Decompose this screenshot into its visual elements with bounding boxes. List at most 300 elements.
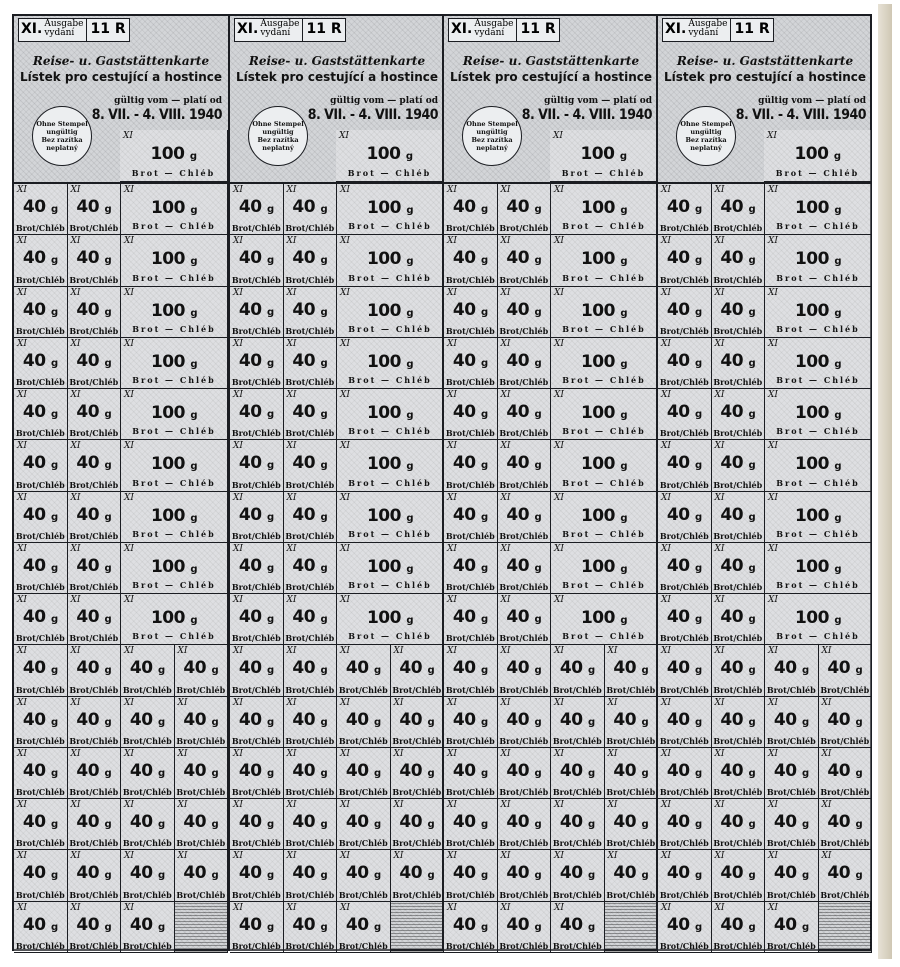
coupon-40g[interactable]	[551, 748, 605, 799]
coupon-40g[interactable]	[391, 799, 445, 850]
coupon-40g[interactable]	[14, 645, 68, 696]
coupon-amount-unit: g	[587, 921, 595, 933]
coupon-40g[interactable]	[337, 697, 391, 748]
coupon-amount	[765, 454, 871, 474]
coupon-100g[interactable]	[551, 235, 658, 286]
coupon-amount-value: 40	[506, 709, 530, 730]
coupon-product-label: Brot/Chléb	[122, 838, 172, 849]
coupon-40g[interactable]	[230, 748, 284, 799]
coupon-40g[interactable]	[284, 235, 338, 286]
coupon-100g[interactable]	[337, 338, 444, 389]
coupon-series-label: XI	[17, 800, 27, 811]
blank-cell[interactable]	[175, 902, 229, 953]
coupon-40g[interactable]	[121, 748, 175, 799]
coupon-40g[interactable]	[765, 748, 819, 799]
coupon-40g[interactable]	[444, 850, 498, 901]
coupon-100g[interactable]	[551, 338, 658, 389]
coupon-40g[interactable]	[498, 850, 552, 901]
coupon-amount	[819, 863, 872, 883]
coupon-100g[interactable]	[337, 543, 444, 594]
coupon-40g[interactable]	[337, 902, 391, 953]
coupon-amount-value: 100	[794, 198, 829, 218]
coupon-40g[interactable]	[498, 543, 552, 594]
coupon-100g[interactable]	[765, 440, 872, 491]
coupon-40g[interactable]	[68, 338, 122, 389]
coupon-40g[interactable]	[444, 748, 498, 799]
coupon-40g[interactable]	[658, 543, 712, 594]
coupon-product-label: Brot/Chléb	[15, 479, 65, 490]
coupon-product-label: Brot/Chléb	[69, 428, 119, 439]
coupon-100g[interactable]	[121, 543, 228, 594]
coupon-amount	[68, 248, 121, 268]
coupon-40g[interactable]	[68, 748, 122, 799]
coupon-40g[interactable]	[498, 492, 552, 543]
coupon-40g[interactable]	[712, 799, 766, 850]
coupon-100g[interactable]	[551, 543, 658, 594]
coupon-40g[interactable]	[175, 697, 229, 748]
coupon-40g[interactable]	[658, 338, 712, 389]
coupon-40g[interactable]	[551, 850, 605, 901]
coupon-40g[interactable]	[284, 440, 338, 491]
coupon-40g[interactable]	[68, 287, 122, 338]
coupon-40g[interactable]	[765, 799, 819, 850]
coupon-product-label: Brot/Chléb	[231, 428, 281, 439]
coupon-series-label: XI	[661, 492, 671, 503]
coupon-40g[interactable]	[391, 850, 445, 901]
coupon-40g[interactable]	[284, 748, 338, 799]
coupon-40g[interactable]	[14, 799, 68, 850]
coupon-40g[interactable]	[230, 543, 284, 594]
coupon-40g[interactable]	[121, 799, 175, 850]
coupon-40g[interactable]	[14, 440, 68, 491]
coupon-40g[interactable]	[230, 902, 284, 953]
coupon-100g[interactable]	[551, 492, 658, 543]
coupon-40g[interactable]	[284, 492, 338, 543]
coupon-amount-value: 40	[76, 299, 100, 320]
coupon-40g[interactable]	[498, 645, 552, 696]
coupon-amount-unit: g	[50, 870, 58, 882]
coupon-amount-unit: g	[320, 357, 328, 369]
coupon-40g[interactable]	[658, 697, 712, 748]
coupon-40g[interactable]	[819, 799, 873, 850]
coupon-amount-value: 40	[773, 914, 797, 935]
coupon-40g[interactable]	[68, 184, 122, 235]
coupon-40g[interactable]	[444, 645, 498, 696]
coupon-40g[interactable]	[230, 184, 284, 235]
coupon-100g[interactable]	[121, 338, 228, 389]
coupon-40g[interactable]	[391, 697, 445, 748]
coupon-amount-value: 100	[794, 144, 829, 164]
coupon-product-label: Brot/Chléb	[445, 479, 495, 490]
coupon-amount	[14, 300, 67, 320]
coupon-series-label: XI	[340, 441, 350, 452]
coupon-40g[interactable]	[284, 543, 338, 594]
coupon-amount-unit: g	[104, 921, 112, 933]
coupon-series-label: XI	[554, 595, 564, 606]
coupon-40g[interactable]	[658, 748, 712, 799]
coupon-amount-value: 100	[580, 608, 615, 629]
coupon-40g[interactable]	[551, 697, 605, 748]
coupon-40g[interactable]	[551, 645, 605, 696]
coupon-40g[interactable]	[14, 235, 68, 286]
coupon-40g[interactable]	[444, 594, 498, 645]
coupon-amount	[444, 453, 497, 473]
coupon-product-label: Brot/Chléb	[659, 377, 709, 388]
coupon-40g[interactable]	[498, 338, 552, 389]
coupon-40g[interactable]	[68, 645, 122, 696]
coupon-100g[interactable]	[551, 389, 658, 440]
coupon-amount	[14, 505, 67, 525]
coupon-amount-unit: g	[320, 819, 328, 831]
coupon-40g[interactable]	[284, 184, 338, 235]
coupon-40g[interactable]	[819, 748, 873, 799]
coupon-40g[interactable]	[498, 287, 552, 338]
coupon-40g[interactable]	[819, 850, 873, 901]
coupon-100g[interactable]	[551, 184, 658, 235]
coupon-amount	[68, 197, 121, 217]
coupon-100g[interactable]	[336, 130, 444, 182]
coupon-100g[interactable]	[551, 594, 658, 645]
coupon-40g[interactable]	[121, 902, 175, 953]
coupon-40g[interactable]	[712, 389, 766, 440]
coupon-40g[interactable]	[230, 338, 284, 389]
coupon-amount-value: 40	[238, 812, 262, 833]
coupon-40g[interactable]	[444, 235, 498, 286]
coupon-100g[interactable]	[551, 440, 658, 491]
issue-box	[18, 18, 130, 42]
coupon-100g[interactable]	[121, 235, 228, 286]
coupon-amount-unit: g	[320, 921, 328, 933]
coupon-product-label: Brot/Chléb	[766, 735, 816, 746]
coupon-40g[interactable]	[14, 492, 68, 543]
coupon-series-label: XI	[70, 236, 81, 247]
coupon-40g[interactable]	[498, 440, 552, 491]
coupon-40g[interactable]	[444, 389, 498, 440]
coupon-40g[interactable]	[765, 645, 819, 696]
coupon-40g[interactable]	[444, 543, 498, 594]
coupon-40g[interactable]	[658, 184, 712, 235]
coupon-amount	[14, 915, 67, 935]
coupon-100g[interactable]	[337, 184, 444, 235]
coupon-series-label: XI	[340, 595, 350, 606]
coupon-amount-unit: g	[104, 460, 112, 472]
coupon-amount-unit: g	[534, 460, 542, 472]
coupon-amount-value: 40	[129, 863, 153, 884]
coupon-amount-unit: g	[534, 767, 542, 779]
coupon-40g[interactable]	[658, 235, 712, 286]
coupon-100g[interactable]	[121, 594, 228, 645]
coupon-amount-value: 40	[76, 453, 100, 474]
coupon-40g[interactable]	[605, 645, 659, 696]
coupon-40g[interactable]	[444, 902, 498, 953]
coupon-40g[interactable]	[444, 440, 498, 491]
coupon-100g[interactable]	[765, 543, 872, 594]
coupon-40g[interactable]	[658, 492, 712, 543]
coupon-amount-unit: g	[833, 151, 841, 162]
coupon-amount-value: 40	[666, 863, 690, 884]
coupon-40g[interactable]	[14, 594, 68, 645]
coupon-40g[interactable]	[230, 492, 284, 543]
coupon-100g[interactable]	[765, 287, 872, 338]
coupon-amount	[175, 761, 228, 781]
coupon-40g[interactable]	[712, 543, 766, 594]
coupon-40g[interactable]	[175, 748, 229, 799]
coupon-product-label: Brot/Chléb	[445, 940, 495, 951]
coupon-40g[interactable]	[551, 799, 605, 850]
coupon-40g[interactable]	[712, 287, 766, 338]
coupon-40g[interactable]	[284, 645, 338, 696]
coupon-40g[interactable]	[498, 594, 552, 645]
coupon-40g[interactable]	[284, 594, 338, 645]
coupon-series-label: XI	[500, 902, 511, 913]
coupon-100g[interactable]	[337, 389, 444, 440]
coupon-40g[interactable]	[765, 697, 819, 748]
coupon-100g[interactable]	[765, 184, 872, 235]
coupon-40g[interactable]	[68, 697, 122, 748]
coupon-100g[interactable]	[765, 492, 872, 543]
coupon-40g[interactable]	[605, 697, 659, 748]
coupon-amount-value: 40	[345, 760, 369, 781]
coupon-40g[interactable]	[765, 902, 819, 953]
coupon-40g[interactable]	[658, 389, 712, 440]
coupon-product-label: Brot/Chléb	[659, 889, 709, 900]
coupon-40g[interactable]	[175, 645, 229, 696]
coupon-100g[interactable]	[337, 594, 444, 645]
coupon-40g[interactable]	[284, 287, 338, 338]
coupon-amount-value: 40	[22, 453, 46, 474]
coupon-amount	[658, 197, 711, 217]
coupon-40g[interactable]	[712, 902, 766, 953]
coupon-amount	[14, 402, 67, 422]
coupon-40g[interactable]	[712, 594, 766, 645]
coupon-40g[interactable]	[551, 902, 605, 953]
blank-cell[interactable]	[605, 902, 659, 953]
coupon-series-label: XI	[233, 595, 243, 606]
coupon-100g[interactable]	[121, 389, 228, 440]
coupon-40g[interactable]	[498, 184, 552, 235]
coupon-40g[interactable]	[68, 543, 122, 594]
coupon-amount-unit: g	[190, 358, 198, 370]
coupon-product-label: Brot — Chléb	[562, 631, 646, 642]
ration-card	[656, 16, 872, 951]
coupon-40g[interactable]	[230, 850, 284, 901]
coupon-40g[interactable]	[658, 594, 712, 645]
coupon-series-label: XI	[661, 595, 671, 606]
coupon-amount-unit: g	[50, 511, 58, 523]
coupon-40g[interactable]	[712, 850, 766, 901]
coupon-40g[interactable]	[14, 389, 68, 440]
coupon-40g[interactable]	[284, 338, 338, 389]
coupon-40g[interactable]	[444, 799, 498, 850]
coupon-series-label: XI	[554, 492, 564, 503]
coupon-amount-value: 40	[292, 453, 316, 474]
coupon-40g[interactable]	[605, 850, 659, 901]
coupon-40g[interactable]	[444, 697, 498, 748]
coupon-series-label: XI	[447, 338, 457, 349]
coupon-amount-value: 40	[292, 504, 316, 525]
coupon-amount-value: 40	[773, 709, 797, 730]
coupon-series-label: XI	[124, 185, 134, 195]
blank-cell[interactable]	[819, 902, 873, 953]
coupon-40g[interactable]	[658, 440, 712, 491]
coupon-amount	[765, 557, 871, 577]
coupon-40g[interactable]	[230, 440, 284, 491]
coupon-40g[interactable]	[284, 697, 338, 748]
coupon-100g[interactable]	[121, 184, 228, 235]
coupon-40g[interactable]	[498, 799, 552, 850]
coupon-100g[interactable]	[337, 287, 444, 338]
coupon-amount-unit: g	[748, 460, 756, 472]
coupon-40g[interactable]	[337, 850, 391, 901]
coupon-amount-unit: g	[320, 870, 328, 882]
coupon-40g[interactable]	[391, 748, 445, 799]
coupon-amount-value: 100	[580, 454, 615, 475]
coupon-40g[interactable]	[284, 389, 338, 440]
coupon-100g[interactable]	[765, 338, 872, 389]
coupon-product-label: Brot — Chléb	[131, 168, 216, 178]
coupon-100g[interactable]	[765, 235, 872, 286]
coupon-40g[interactable]	[712, 184, 766, 235]
coupon-product-label: Brot/Chléb	[392, 735, 442, 746]
coupon-40g[interactable]	[658, 902, 712, 953]
coupon-40g[interactable]	[498, 902, 552, 953]
coupon-40g[interactable]	[391, 645, 445, 696]
coupon-product-label: Brot — Chléb	[348, 375, 432, 386]
coupon-product-label: Brot — Chléb	[132, 631, 216, 642]
coupon-40g[interactable]	[14, 338, 68, 389]
coupon-40g[interactable]	[68, 799, 122, 850]
coupon-40g[interactable]	[68, 492, 122, 543]
coupon-40g[interactable]	[658, 799, 712, 850]
coupon-amount	[14, 658, 67, 678]
coupon-40g[interactable]	[14, 748, 68, 799]
coupon-40g[interactable]	[284, 902, 338, 953]
coupon-40g[interactable]	[68, 902, 122, 953]
coupon-40g[interactable]	[712, 235, 766, 286]
coupon-40g[interactable]	[712, 440, 766, 491]
coupon-40g[interactable]	[444, 492, 498, 543]
coupon-100g[interactable]	[120, 130, 228, 182]
coupon-40g[interactable]	[14, 697, 68, 748]
coupon-amount-value: 40	[292, 350, 316, 371]
coupon-40g[interactable]	[121, 850, 175, 901]
coupon-40g[interactable]	[498, 235, 552, 286]
coupon-40g[interactable]	[121, 697, 175, 748]
coupon-40g[interactable]	[658, 287, 712, 338]
coupon-product-label: Brot/Chléb	[285, 428, 335, 439]
coupon-100g[interactable]	[121, 287, 228, 338]
coupon-100g[interactable]	[121, 440, 228, 491]
coupon-40g[interactable]	[337, 748, 391, 799]
coupon-40g[interactable]	[712, 697, 766, 748]
coupon-40g[interactable]	[712, 492, 766, 543]
coupon-40g[interactable]	[230, 235, 284, 286]
coupon-amount-value: 40	[183, 760, 207, 781]
coupon-40g[interactable]	[68, 440, 122, 491]
coupon-amount-unit: g	[266, 409, 274, 421]
coupon-40g[interactable]	[712, 338, 766, 389]
coupon-40g[interactable]	[230, 645, 284, 696]
blank-cell[interactable]	[391, 902, 445, 953]
coupon-40g[interactable]	[712, 645, 766, 696]
coupon-series-label: XI	[233, 543, 243, 554]
coupon-40g[interactable]	[498, 748, 552, 799]
coupon-40g[interactable]	[121, 645, 175, 696]
coupon-40g[interactable]	[230, 799, 284, 850]
coupon-40g[interactable]	[175, 799, 229, 850]
coupon-amount-value: 100	[580, 144, 615, 164]
coupon-40g[interactable]	[68, 594, 122, 645]
coupon-40g[interactable]	[230, 594, 284, 645]
coupon-40g[interactable]	[337, 799, 391, 850]
coupon-40g[interactable]	[14, 543, 68, 594]
coupon-40g[interactable]	[230, 287, 284, 338]
coupon-40g[interactable]	[284, 850, 338, 901]
coupon-amount	[391, 863, 444, 883]
coupon-40g[interactable]	[230, 697, 284, 748]
coupon-40g[interactable]	[605, 748, 659, 799]
coupon-100g[interactable]	[337, 492, 444, 543]
coupon-40g[interactable]	[444, 287, 498, 338]
coupon-40g[interactable]	[68, 850, 122, 901]
coupon-40g[interactable]	[14, 287, 68, 338]
coupon-100g[interactable]	[550, 130, 658, 182]
coupon-amount	[498, 556, 551, 576]
issue-number: 11 R	[730, 19, 772, 41]
stamp-text-line: ungültig	[262, 128, 294, 136]
coupon-amount-value: 40	[22, 248, 46, 269]
coupon-40g[interactable]	[712, 748, 766, 799]
coupon-100g[interactable]	[765, 389, 872, 440]
coupon-100g[interactable]	[765, 594, 872, 645]
coupon-amount	[337, 301, 443, 321]
coupon-100g[interactable]	[764, 130, 872, 182]
coupon-40g[interactable]	[819, 697, 873, 748]
coupon-40g[interactable]	[765, 850, 819, 901]
coupon-40g[interactable]	[337, 645, 391, 696]
coupon-40g[interactable]	[68, 235, 122, 286]
coupon-40g[interactable]	[605, 799, 659, 850]
coupon-amount	[230, 863, 283, 883]
coupon-40g[interactable]	[498, 697, 552, 748]
coupon-amount-value: 40	[399, 760, 423, 781]
coupon-40g[interactable]	[284, 799, 338, 850]
coupon-40g[interactable]	[14, 902, 68, 953]
coupon-40g[interactable]	[444, 184, 498, 235]
coupon-40g[interactable]	[175, 850, 229, 901]
coupon-40g[interactable]	[658, 645, 712, 696]
coupon-40g[interactable]	[444, 338, 498, 389]
coupon-40g[interactable]	[14, 184, 68, 235]
coupon-product-label: Brot/Chléb	[69, 530, 119, 541]
coupon-amount	[14, 556, 67, 576]
coupon-amount	[551, 557, 657, 577]
coupon-100g[interactable]	[121, 492, 228, 543]
coupon-40g[interactable]	[498, 389, 552, 440]
coupon-100g[interactable]	[337, 235, 444, 286]
coupon-series-label: XI	[500, 236, 511, 247]
coupon-40g[interactable]	[658, 850, 712, 901]
coupon-amount-value: 40	[666, 812, 690, 833]
coupon-100g[interactable]	[551, 287, 658, 338]
coupon-40g[interactable]	[230, 389, 284, 440]
coupon-amount	[14, 197, 67, 217]
coupon-40g[interactable]	[68, 389, 122, 440]
coupon-40g[interactable]	[819, 645, 873, 696]
coupon-amount-unit: g	[641, 767, 649, 779]
coupon-40g[interactable]	[14, 850, 68, 901]
coupon-100g[interactable]	[337, 440, 444, 491]
